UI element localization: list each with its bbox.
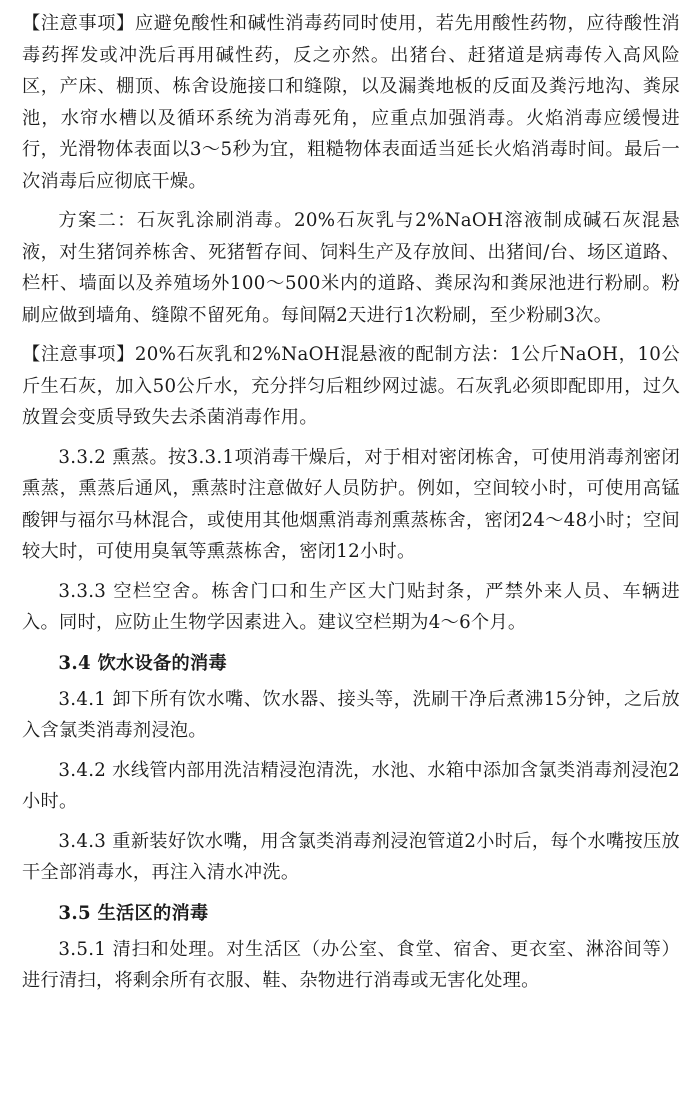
paragraph-note-lime-mix: 【注意事项】20%石灰乳和2%NaOH混悬液的配制方法：1公斤NaOH，10公斤生石灰，加入50公斤水，充分拌匀后粗纱网过滤。石灰乳必须即配即用，过久放置会变质导致失去杀菌消毒作用。 xyxy=(22,344,680,428)
paragraph-section-3-3-2: 3.3.2 熏蒸。按3.3.1项消毒干燥后，对于相对密闭栋舍，可使用消毒剂密闭熏蒸，熏蒸后通风，熏蒸时注意做好人员防护。例如，空间较小时，可使用高锰酸钾与福尔马林混合，或使用其他烟熏消毒剂熏蒸栋舍，密闭24～48小时；空间较大时，可使用臭氧等熏蒸栋舍，密闭12小时。 xyxy=(22,446,680,562)
paragraph-section-3-4-1: 3.4.1 卸下所有饮水嘴、饮水器、接头等，洗刷干净后煮沸15分钟，之后放入含氯类消毒剂浸泡。 xyxy=(22,688,680,741)
document-page xyxy=(22,8,680,1005)
paragraph-section-3-4-2: 3.4.2 水线管内部用洗洁精浸泡清洗，水池、水箱中添加含氯类消毒剂浸泡2小时。 xyxy=(22,759,680,812)
paragraph-section-3-4-3: 3.4.3 重新装好饮水嘴，用含氯类消毒剂浸泡管道2小时后，每个水嘴按压放干全部消毒水，再注入清水冲洗。 xyxy=(22,830,680,883)
paragraph-note-acid-alkali: 【注意事项】应避免酸性和碱性消毒药同时使用，若先用酸性药物，应待酸性消毒药挥发或冲洗后再用碱性药，反之亦然。出猪台、赶猪道是病毒传入高风险区，产床、棚顶、栋舍设施接口和缝隙，以及漏粪地板的反面及粪污地沟、粪尿池，水帘水槽以及循环系统为消毒死角，应重点加强消毒。火焰消毒应缓慢进行，光滑物体表面以3～5秒为宜，粗糙物体表面适当延长火焰消毒时间。最后一次消毒后应彻底干燥。 xyxy=(22,13,680,192)
heading-section-3-5: 3.5 生活区的消毒 xyxy=(58,902,209,924)
paragraph-plan-two: 方案二：石灰乳涂刷消毒。20%石灰乳与2%NaOH溶液制成碱石灰混悬液，对生猪饲养栋舍、死猪暂存间、饲料生产及存放间、出猪间/台、场区道路、栏杆、墙面以及养殖场外100～500米内的道路、粪尿沟和粪尿池进行粉刷。粉刷应做到墙角、缝隙不留死角。每间隔2天进行1次粉刷，至少粉刷3次。 xyxy=(22,210,680,326)
heading-section-3-4: 3.4 饮水设备的消毒 xyxy=(58,652,227,674)
paragraph-section-3-3-3: 3.3.3 空栏空舍。栋舍门口和生产区大门贴封条，严禁外来人员、车辆进入。同时，应防止生物学因素进入。建议空栏期为4～6个月。 xyxy=(22,580,680,633)
paragraph-section-3-5-1: 3.5.1 清扫和处理。对生活区（办公室、食堂、宿舍、更衣室、淋浴间等）进行清扫，将剩余所有衣服、鞋、杂物进行消毒或无害化处理。 xyxy=(22,938,680,991)
